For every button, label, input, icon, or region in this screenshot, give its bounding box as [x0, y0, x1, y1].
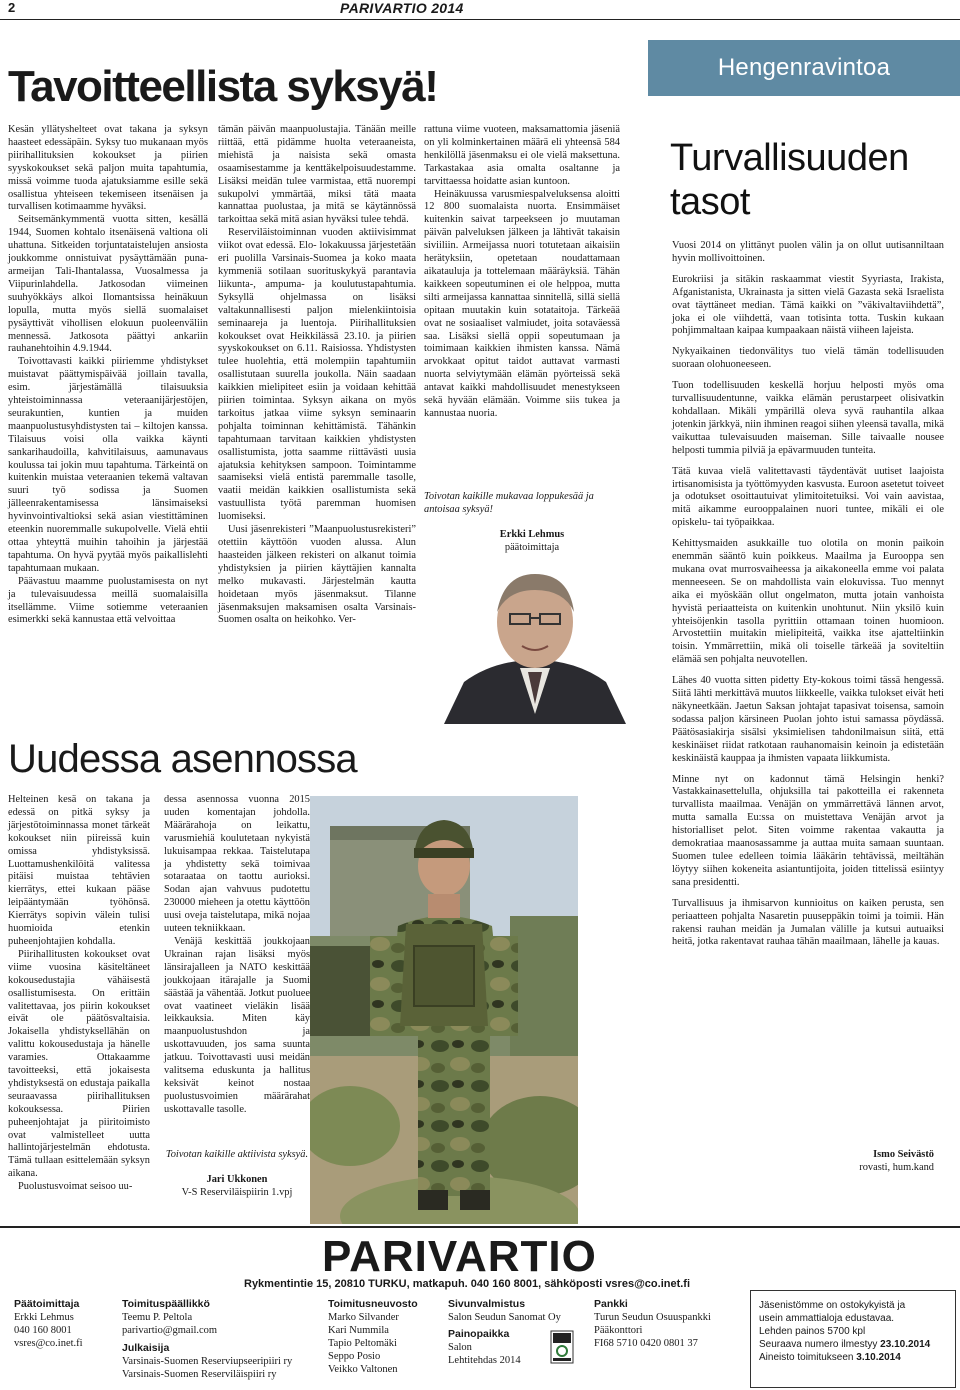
footer-col-board: [328, 1298, 438, 1376]
footer-col-printer-heading: Painopaikka: [448, 1328, 510, 1340]
article-column-2: [218, 124, 416, 627]
sidebar-paragraph: Tätä kuvaa vielä valitettavasti täydentävät uutiset laajoista irtisanomisista ja työttömyyden kasvusta. Euroon asetetut toiveet ja odotukset osoittautuivat ylimitoitetuiksi. Voi vain aavistaa, mitä aikamme eurooppalainen nuori tuntee, mikäli ei ole opiskelu- tai työpaikkaa.: [672, 465, 944, 529]
footer-line: Salon Seudun Sanomat Oy: [448, 1312, 561, 1323]
closing-text: Toivotan kaikille mukavaa loppukesää ja antoisaa syksyä!: [424, 491, 594, 515]
paragraph: tämän päivän maanpuolustajia. Tänään meille riittää, että pidämme huolta veteraaneista, miehistä ja naisista sekä omasta osaamisestamme ja kenttäkelpoisuudestamme. Lisäksi meidän tulee varmistaa, että nuorempi sukupolvi ymmärtää, miksi tätä maata kannattaa puolustaa, ja mitä se käytännössä tarkoittaa sekä mitä asian hyväksi tulee tehdä.: [218, 124, 416, 226]
sidebar-paragraph: Minne nyt on kadonnut tämä Helsingin henki? Vastakkainasettelulla, ohjuksilla tai pakotteilla ei rakenneta turvallista maailmaa. Venäjän on ymmärrettävä lännen arvot, mutta samalla Eu:ssa on muistettava Venäjän arvot ja historialliset pelot. Siten voimme rakentaa vakautta ja demokratiaa maanosassamme ja auttaa muita samaan suuntaan. Suomen tulee edelleen toimia lääkärin tehtävissä, meiltähän löytyy siihen kokeneita asiantuntijoita, joiden tittelissä esiintyy sana presidentti.: [672, 773, 944, 888]
paragraph: Toivottavasti kaikki piiriemme yhdistykset muistavat päättymispäivää joillain tavalla, esim. järjestämällä tilaisuuksia yhteistoiminnassa veteraanijärjestöjen, seurakuntien, kuntien ja muiden maanpuolustusyhdistysten tai – kiltojen kanssa. Tilaisuus voisi olla vaikka käynti sankarihaudoilla, kahvitilaisuus, aamunavaus koulussa tai jokin muu tapahtuma. Tärkeintä on kuitenkin muistaa veteraanien tekemä valtavan suuri työ sodissa ja Suomen jälleenrakentamisessa länsimaiseksi hyvinvointivaltioksi sekä asian viestittäminen eteenkin nuoremmalle sukupolvelle. Vielä ehtii ottaa yhteyttä muihin tahoihin ja järjestää tapahtuma. On hyvä pyytää myös paikallislehti tapahtumaan mukaan.: [8, 356, 208, 574]
sidebar-paragraph: Turvallisuus ja ihmisarvon kunnioitus on kaiken perusta, sen periaatteen pohjalta Nasaretin puuseppäkin toimi ja toimii. Hän rakensi rauhan meidän ja Jumalan välille ja kutsui autuaiksi heitä, jotka rakentavat rauhaa tähän maailmaan, lähelle ja kauas.: [672, 897, 944, 948]
article-headline: Tavoitteellista syksyä!: [8, 62, 438, 111]
sidebar-body: [672, 240, 944, 957]
publication-name: PARIVARTIO 2014: [340, 0, 464, 16]
footer-col-editor-heading: Päätoimittaja: [14, 1298, 80, 1310]
paragraph: Reserviläistoiminnan vuoden aktiivisimmat viikot ovat edessä. Elo- lokakuussa järjestetään eri puolilla Varsinais-Suomea ja koko maata kymmeniä sotilaan suorituskykyä parantavia liikunta-, ampuma- ja koulutustapahtumia. Syksyllä ohjelmassa on lisäksi valtakunnallisesti paljon mielenkiintoisia seminaareja ja luentoja. Piirihallituksien kokoukset ovat Heikkilässä 23.10. ja piirien syyskokoukset on 6.11. Raisiossa. Yhdistysten tulee huolehtia, että molempiin tapahtumiin osallistutaan suurella joukolla. Näin saadaan kaikkien mielipiteet esiin ja voidaan kehittää piirien toimintaa. Syksyn aikana on myös tarkoitus jatkaa viime syksyn seminaarin pohjalta toiminnan kehittämistä. Tähänkin tapahtumaan tarvitaan kaikkien yhdistysten osallistumista, jotta saamme riittävästi uusia ajatuksia kehityksen sampoon. Toimintamme saamiseksi vielä entistä paremmalle tasolle, vaatii meidän kaikkien osallistumista sekä vastuullista työtä paremman huomisen luomiseksi.: [218, 227, 416, 523]
footer-line: Marko Silvander: [328, 1312, 399, 1323]
footer-col-board-heading: Toimitusneuvosto: [328, 1298, 418, 1310]
footer-col-bank-heading: Pankki: [594, 1298, 628, 1310]
article-column-3: [424, 124, 620, 421]
article-column-1: [8, 124, 208, 627]
article-signature: [424, 490, 620, 554]
footer-box-line: [759, 1351, 947, 1364]
footer-line: Tapio Peltomäki: [328, 1338, 397, 1349]
footer-box-line: usein ammattialoja edustavaa.: [759, 1313, 895, 1324]
footer-rule: [0, 1226, 960, 1228]
deadline-date: 3.10.2014: [856, 1352, 901, 1363]
footer-line: Turun Seudun Osuuspankki: [594, 1312, 711, 1323]
paragraph: Piirihallitusten kokoukset ovat viime vuosina käsiteltäneet kokousedustajia vähäisestä osallistumisesta. On erittäin valitettavaa, jos piirin kokoukset eivät ole päätösvaltaisia. Jokaisella yhdistyksellähän on valittu kokousedustaja ja hänelle varamies. Ottakaamme tavoitteeksi, että jokaisesta yhdistyksestä on edustaja paikalla seuraavassa piirihallituksen kokouksessa. Piirien puheenjohtajat ja piiritoimisto ovat valmistelleet uutta hallintojärjestelmän ehdotusta. Tämä tullaan esittelemään syksyn aikana.: [8, 948, 150, 1180]
sidebar-author-name: Ismo Seivästö: [873, 1149, 934, 1160]
footer-col-layout-heading: Sivunvalmistus: [448, 1298, 526, 1310]
paragraph: Seitsemänkymmentä vuotta sitten, kesällä 1944, Suomen kohtalo itsenäisenä valtiona oli uhattuna. Sitkeiden torjuntataistelujen ansiosta joukkomme onnistuivat pysäyttämään puna-armeijan Tali-Ihantalassa, Vuosalmessa ja Viipurinlahdella. Jatkosodan viimeinen suuhyökkäys alkoi Ilomantsissa heinäkuun lopulla, mutta myös siellä suomalaiset pysäyttivät vihollisen elokuun puoleenväliin mennessä. Jatkosota päättyi ankariin rauhanehtoihin 4.9.1944.: [8, 214, 208, 355]
paragraph: Uusi jäsenrekisteri ”Maanpuolustusrekisteri” otettiin käyttöön vuoden alussa. Alun haasteiden jälkeen rekisteri on alkanut toimia yhdistyksien ja piirien käyttäjien kannalta melko mukavasti. Järjestelmän kautta hoidetaan myös jäsenmaksut. Tilanne jäsenmaksujen maksamisen osalta Varsinais-Suomen osalta on heikohko. Ver-: [218, 524, 416, 626]
paragraph: Puolustusvoimat seisoo uu-: [18, 1181, 133, 1193]
footer-col-managing-editor-heading: Toimituspäällikkö: [122, 1298, 210, 1310]
article2-closing: Toivotan kaikille aktiivista syksyä.: [165, 1149, 309, 1160]
footer-line: Lehtitehdas 2014: [448, 1355, 521, 1366]
page-header: [0, 0, 960, 18]
soldier-photo: [310, 796, 578, 1224]
footer-line: Varsinais-Suomen Reserviläispiiri ry: [122, 1369, 277, 1380]
sidebar-title-line-2: tasot: [670, 181, 750, 223]
article2-column-1: [8, 794, 150, 1194]
sidebar-paragraph: Nykyaikainen tiedonvälitys tuo vielä tämän todellisuuden suoraan olohuoneeseen.: [672, 346, 944, 371]
author-name: Erkki Lehmus: [499, 529, 565, 540]
sidebar-signature: [744, 1148, 934, 1174]
article2-headline: Uudessa asennossa: [8, 737, 357, 781]
author-portrait-photo: [424, 564, 646, 724]
footer-line: vsres@co.inet.fi: [14, 1338, 83, 1349]
paragraph: Helteinen kesä on takana ja edessä on pitkä syksy ja järjestötoiminnassa monet tärkeät kokoukset niin piireissä kuin omissa yhdistyksissä. Luottamushenkilöitä valitessa pitäisi muistaa tehtävien kierrätys, ettei kukaan pääse leipääntymään työhönsä. Kierrätys sopivin välein tulisi huomioida etenkin puheenjohtajien kohdalla.: [8, 794, 150, 947]
sidebar-title-line-1: Turvallisuuden: [670, 137, 909, 179]
sidebar-paragraph: Kehittysmaiden asukkaille tuo olotila on monin paikoin enemmän sääntö kuin poikkeus. Maailma ja Eurooppa sen mukana ovat murrosvaiheessa ja aikakoneella emme voi palata menneeseen. Se on mahdollista vain elokuvissa. Tuo mennyt aika ei myöskään ollut ongelmaton, mutta jotain vanhoista hyvistä periaatteista on kuitenkin unohtunut. Niin yksilö kuin yhteisöjenkin tasolla pyrittiin ottamaan toinen huomioon. Arvostettiin muitakin mielipiteitä, vaikka itse ajatteltiinkin toisin. Ymmärrettiin, mikä oli toiselle tärkeää ja soviteltiin elämää sen pohjalta neuvotellen.: [672, 538, 944, 666]
footer-address: Rykmentintie 15, 20810 TURKU, matkapuh. 040 160 8001, sähköposti vsres@co.inet.fi: [244, 1278, 691, 1290]
deadline-label: Aineisto toimitukseen: [759, 1352, 854, 1363]
footer-box-line: Jäsenistömme on ostokykyistä ja: [759, 1300, 906, 1311]
footer-line: Veikko Valtonen: [328, 1364, 398, 1375]
footer-line: parivartio@gmail.com: [122, 1325, 218, 1336]
footer-box-line: Lehden painos 5700 kpl: [759, 1326, 866, 1337]
footer-line: FI68 5710 0420 0801 37: [594, 1338, 698, 1349]
author-title: päätoimittaja: [504, 542, 560, 553]
footer-box-line: [759, 1338, 947, 1351]
paragraph: Heinäkuussa varusmiespalveluksensa aloitti 12 800 suomalaista nuorta. Ensimmäiset kuitenkin saivat tarpeekseen jo muutaman päivän palveluksen jälkeen ja lähtivät takaisin siviiliin. Armeijassa nuori totutetaan aikaisiin herätyksiin, opetetaan noudattamaan aikatauluja ja tottelemaan määräyksiä. Tähän kaikkeen sopeutuminen ei ole helppoa, mutta silti armeijassa kannattaa sinnitellä, sillä siellä opitaan muutakin kuin sotataitoja. Tärkeää ovat ne sosiaaliset valmiudet, joita sotaväessä saa. Lisäksi siellä oppii sopeutumaan ja toimimaan kaikkien ihmisten kanssa. Nämä arvokkaat opitut taidot auttavat varmasti nuorta selviytymään elämän pyörteissä sekä antavat kaikki mahdollisuudet menestykseen sekä hyvään elämään. Voimme siis tukea ja kannustaa nuoria.: [424, 188, 620, 419]
sidebar-title: [670, 136, 909, 224]
next-issue-date: 23.10.2014: [880, 1339, 931, 1350]
footer-line: Pääkonttori: [594, 1325, 643, 1336]
article2-author-name: Jari Ukkonen: [206, 1174, 268, 1185]
footer-line: Erkki Lehmus: [14, 1312, 74, 1323]
paragraph: Venäjä keskittää joukkojaan Ukrainan rajan lisäksi myös länsirajalleen ja NATO keskittää joukkojaan itärajalle ja Suomi säästää ja vähentää. Jotkut puoluee ovat vaatineet vieläkin lisää leikkauksia. Miten käy maanpuolustushdon ja uskottavuuden, jos sama suunta jatkuu. Toivottavasti uusi meidän valitsema eduskunta ja hallitus keksivät keinot nostaa puolustusvoimien määrärahat uskottavalle tasolle.: [164, 935, 310, 1115]
page-number: 2: [8, 0, 16, 15]
footer-line: Varsinais-Suomen Reserviupseeripiiri ry: [122, 1356, 293, 1367]
paragraph: Kesän yllätyshelteet ovat takana ja syksyn haasteet edessäpäin. Syksy tuo mukanaan myös piirihallituksien kokoukset ja piirien syyskokoukset sekä paljon muita tapahtumia, missä voimme tuoda ajatuksiamme esille sekä osallistua yhteiseen tekemiseen itsenäisen ja turvallisen kotimaamme hyväksi.: [8, 124, 208, 213]
footer-col-editor: [14, 1298, 114, 1350]
next-issue-label: Seuraava numero ilmestyy: [759, 1339, 878, 1350]
footer-line: Kari Nummila: [328, 1325, 389, 1336]
footer-col-bank: [594, 1298, 744, 1350]
footer-line: Seppo Posio: [328, 1351, 381, 1362]
footer-info-box: [750, 1290, 956, 1388]
footer-line: 040 160 8001: [14, 1325, 72, 1336]
sidebar-paragraph: Tuon todellisuuden keskellä horjuu helposti myös oma turvallisuudentunne, vaikka elämän perustarpeet olisivatkin kohdallaan. Mikäli ympärillä oleva syvä rauhantila alkaa jotenkin järkkyä, niin ihminen reagoi siihen yleensä tavalla, mikä vaikuttaa tulevaisuuden maiseman. Sille taivaalle nousee helposti tummia pilviä ja epävarmuuden tunteita.: [672, 380, 944, 456]
sidebar-author-title: rovasti, hum.kand: [859, 1162, 934, 1173]
footer-line: Salon: [448, 1342, 472, 1353]
sidebar-banner: Hengenravintoa: [648, 40, 960, 96]
header-rule: [0, 19, 960, 20]
sidebar-paragraph: Vuosi 2014 on ylittänyt puolen välin ja on ollut uutisanniltaan hyvin mollivoittoinen.: [672, 240, 944, 264]
footer-col-managing-editor: [122, 1298, 322, 1381]
paragraph: rattuna viime vuoteen, maksamattomia jäseniä on yli kolminkertainen määrä eli yhteensä 584 henkilöllä jäsenmaksu ei ole vielä maksettuna. Tarkastakaa asia omalta osaltanne ja tarvittaessa hoidatte asian kuntoon.: [424, 124, 620, 187]
footer-line: Teemu P. Peltola: [122, 1312, 193, 1323]
footer-logo: PARIVARTIO: [322, 1232, 597, 1281]
article2-author-title: V-S Reserviläispiirin 1.vpj: [181, 1187, 293, 1198]
article2-signature: [164, 1148, 310, 1199]
paragraph: dessa asennossa vuonna 2015 uuden komentajan johdolla. Määrärahoja on leikattu, varusmiehiä koulutetaan nykyistä lukuisampaa rekkaa. Taistelutapa ja yhdistetty sekä toimivaa sotaraataa on taottu aurioksi. Sodan ajan vahvuus pudotettu 230000 mieheen ja otettu käyttöön uusi oveja taistelutapa, mikä nojaa uuteen tekniikkaan.: [164, 794, 310, 935]
sidebar-paragraph: Eurokriisi ja sitäkin raskaammat viestit Syyriasta, Irakista, Afganistanista, Ukrainasta ja sitten vielä Gazasta sekä Israelista ovat täyttäneet median. Tämä kaikki on ”väkivaltaviihdettä”, joka ei ole viihdettä, vaan totisinta totta. Tuskin kukaan pohjimmaltaan kaipaa kumpaakaan näistä viiheen lajeista.: [672, 273, 944, 337]
footer-col-publisher-heading: Julkaisija: [122, 1342, 170, 1354]
certification-badge-icon: [550, 1330, 574, 1364]
article2-column-2: [164, 794, 310, 1117]
paragraph: Päävastuu maamme puolustamisesta on nyt ja tulevaisuudessa meillä suomalaisilla itsellämme. Viime sotiemme veteraanien esimerkki sekä kannustaa että velvoittaa: [8, 575, 208, 626]
sidebar-paragraph: Lähes 40 vuotta sitten pidetty Ety-kokous toimi tässä hengessä. Siitä lähti merkittävä muutos liikkeelle, vaikka tulokset eivät heti näkyneetkään. Jaetun Saksan johtajat tapasivat toisensa, samoin sodassa paljon kärsineen Puolan johto istui samassa pöydässä. Päätösasiakirja sisälsi yksimielisen tahdonilmaisun siitä, että keskinäiset riidat ratkotaan rauhanomaisin keinoin ja edistetään keskinäistä kauppaa ja ihmisten vapaata liikkumista.: [672, 675, 944, 764]
